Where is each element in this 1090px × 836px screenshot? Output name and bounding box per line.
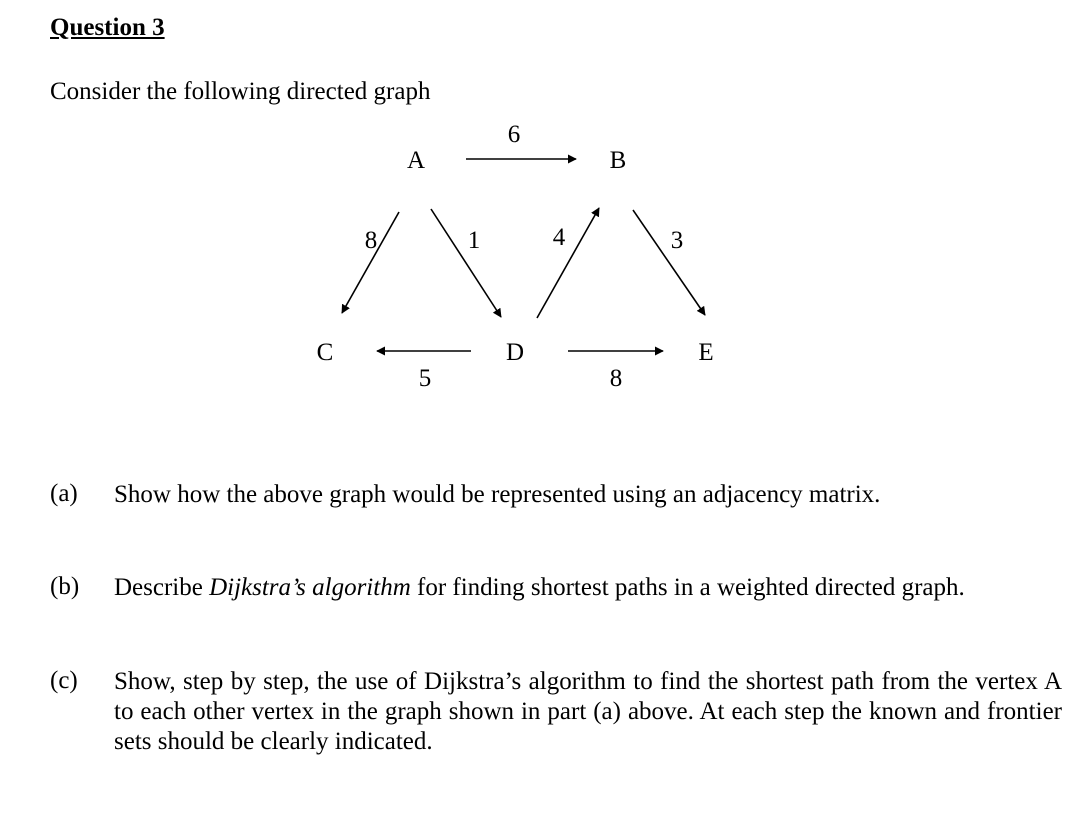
question-intro: Consider the following directed graph [50,78,431,105]
edge-d-c-weight: 5 [418,365,432,392]
edge-a-d-arrow [431,209,501,317]
edge-a-d-weight: 1 [467,227,481,254]
part-b-text-post: for finding shortest paths in a weighted directed graph. [410,574,965,601]
edge-d-b-arrow [537,208,599,318]
part-a-label: (a) [50,480,78,507]
part-a-text: Show how the above graph would be represented using an adjacency matrix. [114,481,881,508]
edge-b-e-arrow [633,210,705,315]
edge-b-e-weight: 3 [670,227,684,254]
edge-a-b-weight: 6 [507,121,521,148]
vertex-a: A [406,147,426,174]
part-c-text: Show, step by step, the use of Dijkstra’s algorithm to find the shortest path from the vertex A to each other vertex in the graph shown in part (a) above. At each step the known and frontier sets should be clearly indicated. [114,668,1062,755]
question-heading: Question 3 [50,14,165,41]
vertex-b: B [609,147,627,174]
edge-d-e-weight: 8 [609,365,623,392]
dijkstra-algorithm-emphasis: Dijkstra’s algorithm [209,574,411,601]
part-b-text [114,573,1062,603]
part-c-label: (c) [50,667,78,694]
edge-d-b-weight: 4 [552,224,566,251]
vertex-c: C [316,339,334,366]
edge-a-c-weight: 8 [364,227,378,254]
part-b-text-pre: Describe [114,574,210,601]
part-b-label: (b) [50,573,80,600]
vertex-d: D [505,339,525,366]
vertex-e: E [698,339,714,366]
